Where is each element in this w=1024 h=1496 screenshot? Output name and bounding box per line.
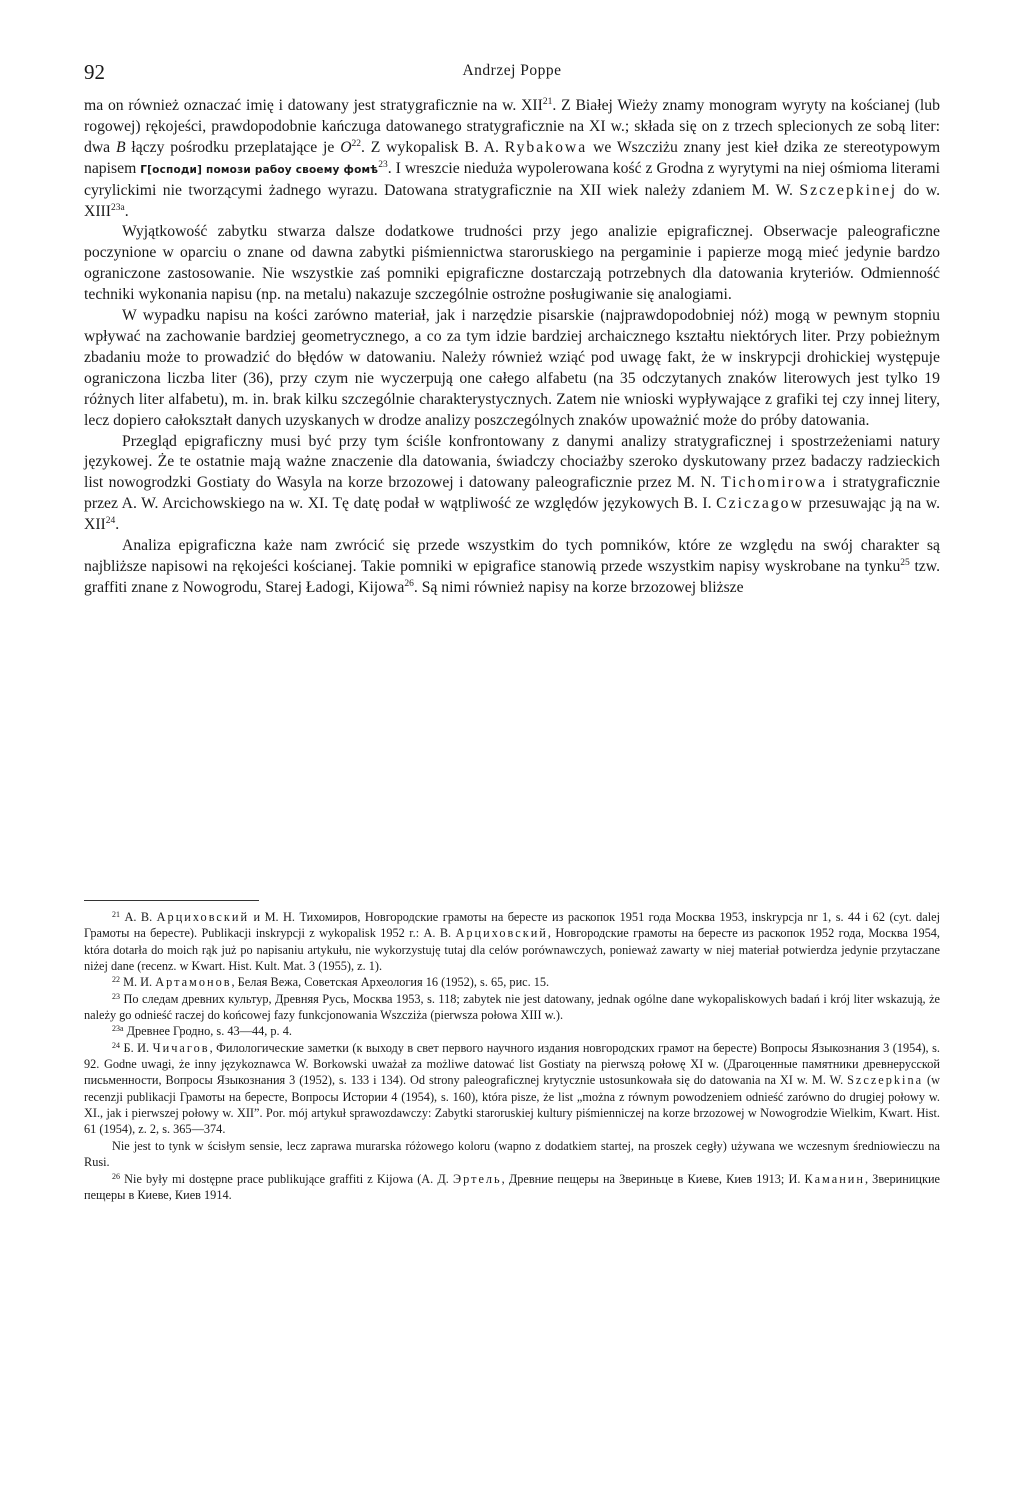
footnote-ref-22[interactable]: 22 [351, 138, 362, 149]
footnote-24: $^{24}$ Б. И. Чичагов, Филологические заметки (к выходу в свет первого научного издания новгородских грамот на бересте) Вопросы Языкознания 3 (1954), s. 92. Godne uwagi, że inny językoznawca W. Borkowski uważał za możliwe datować list Gostiaty na pierwszą połowę XI w. (Драгоценные памятники древнерусской письменности, Вопросы Языкознания 3 (1952), s. 133 i 134). Od strony paleograficznej krytycznie ustosunkowała się do datowania na XI w. M. W. Szczepkina (w recenzji publikacji Грамоты на бересте, Вопросы Истории 4 (1954), s. 160), która pisze, że list „można z równym powodzeniem odnieść zarówno do drugiej połowy w. XI., jak i pierwszej połowy w. XII”. Por. mój artykuł sprawozdawczy: Zabytki staroruskiej kultury piśmienniczej na korze brzozowej w Nowogrodzie Wielkim, Kwart. Hist. 61 (1954), z. 2, s. 365—374. [84, 1040, 941, 1137]
footnote-26: $^{26}$ Nie były mi dostępne prace publikujące graffiti z Kijowa (А. Д. Эртель, Древние пещеры на Звериньце в Киеве, Киев 1913; И. Каманин, Звериницкие пещеры в Киеве, Киев 1914. [84, 1171, 940, 1202]
author-name: Cziczagow [716, 495, 804, 513]
footnote-22: $^{22}$ М. И. Артамонов, Белая Вежа, Советская Археология 16 (1952), s. 65, рис. 15. [112, 975, 550, 990]
footnote-ref-25[interactable]: 25 [900, 557, 910, 568]
author-name: Szczepkinej [799, 181, 898, 199]
footnote-ref-23a[interactable]: 23a [111, 202, 125, 213]
paragraph-2: Wyjątkowość zabytku stwarza dalsze dodatkowe trudności przy jego analizie epigraficznej. Obserwacje paleograficzne poczynione w oparciu o znane od dawna zabytki piśmiennictwa staroruskiego na pergaminie i papierze mogą mieć jedynie bardzo ograniczone zastosowanie. Nie wszystkie zaś pomniki epigraficzne dostarczają potrzebnych dla datowania kryteriów. Odmienność techniki wykonania napisu (np. na metalu) nakazuje szczególnie ostrożne posługiwanie się analogiami. [84, 223, 940, 304]
paragraph-5: Analiza epigraficzna każe nam zwrócić się przede wszystkim do tych pomników, które ze względu na swój charakter są najbliższe napisowi na rękojeści kościanej. Takie pomniki w epigrafice stanowią przede wszystkim napisy wyskrobane na tynku$^{25}$ tzw. graffiti znane z Nowogrodu, Starej Ładogi, Kijowa$^{26}$. Są nimi również napisy na korze brzozowej bliższe [84, 537, 941, 596]
footnote-ref-26[interactable]: 26 [404, 578, 414, 589]
author-name: Rybakowa [504, 138, 588, 156]
footnote-ref-24[interactable]: 24 [105, 516, 116, 527]
footnote-ref-23[interactable]: 23 [378, 159, 388, 170]
page-header [84, 60, 940, 86]
paragraph-4: Przegląd epigraficzny musi być przy tym ściśle konfrontowany z danymi analizy stratygraficznej i spostrzeżeniami natury językowej. Że te ostatnie mają ważne znaczenie dla datowania, świadczy chociażby szeroko dyskutowany przez badaczy radzieckich list nowogrodzki Gostiaty do Wasyla na korze brzozowej i datowany paleograficznie przez M. N. Tichomirowa i stratygraficznie przez A. W. Arcichowskiego na w. XI. Tę datę podał w wątpliwość ze względów językowych B. I. Cziczagow przesuwając ją na w. XII$^{24}$. [84, 432, 941, 534]
footnotes [84, 909, 940, 1203]
footnote-21: $^{21}$ А. В. Арциховский и М. Н. Тихомиров, Новгородские грамоты на бересте из раскопок 1951 года Москва 1953, inskrypcja nr 1, s. 44 i 62 (cyt. dalej Грамоты на бересте). Publikacji inskrypcji z wykopalisk 1952 r.: А. В. Арциховский, Новгородские грамоты на бересте из раскопок 1952 года, Москва 1954, która dotarła do moich rąk już po napisaniu artykułu, nie wykorzystuję tutaj dla celów porównawczych, ponieważ zawarty w niej materiał potwierdza jedynie przytaczane niżej dane (recenz. w Kwart. Hist. Kult. Mat. 3 (1955), z. 1). [84, 910, 941, 974]
paragraph-3: W wypadku napisu na kości zarówno materiał, jak i narzędzie pisarskie (najprawdopodobniej nóż) mogą w pewnym stopniu wpływać na zachowanie bardziej geometrycznego, a co za tym idzie bardziej archaicznego kształtu niektórych liter. Przy pobieżnym zbadaniu może to prowadzić do błędów w datowaniu. Należy również wziąć pod uwagę fakt, że w inskrypcji drohickiej występuje ograniczona liczba liter (36), przy czym nie wyczerpują one całego alfabetu (na 35 odczytanych znaków literowych jest tylko 19 różnych liter alfabetu), m. in. brak kilku szczególnie charakterystycznych. Zatem nie wnioski wypływające z grafiki tej czy innej litery, lecz dopiero całokształt danych uzyskanych w drodze analizy poszczególnych znaków upoważnić może do próby datowania. [84, 307, 940, 429]
body-text [84, 96, 940, 599]
author-name: Tichomirowa [721, 474, 828, 492]
running-head: Andrzej Poppe [462, 62, 562, 79]
cyrillic-inscription: Г[осподи] помози рабоу своему фомѣ [140, 163, 379, 176]
footnote-separator [84, 900, 259, 901]
footnote-23a: $^{23a}$ Древнее Гродно, s. 43—44, p. 4. [112, 1024, 292, 1039]
footnote-25: Nie jest to tynk w ścisłym sensie, lecz zaprawa murarska różowego koloru (wapno z dodatkiem startej, na proszek cegły) używana we wczesnym średniowieczu na Rusi. [84, 1138, 940, 1170]
footnote-23: $^{23}$ По следам древних культур, Древняя Русь, Москва 1953, s. 118; zabytek nie jest datowany, jednak ogólne dane wykopaliskowych badań i krój liter wskazują, że należy go odnieść raczej do końcowej fazy funkcjonowania Wszcziża (pierwsza połowa XIII w.). [84, 991, 940, 1023]
paragraph-1: ma on również oznaczać imię i datowany jest stratygraficznie na w. XII$^{21}$. Z Białej Wieży znamy monogram wyryty na kościanej (lub rogowej) rękojeści, prawdopodobnie kańczuga datowanego stratygraficznie na XI w.; składa się on z trzech splecionych ze sobą liter: dwa B łączy pośrodku przeplatające je $O^{22}$. Z wykopalisk B. A. Rybakowa we Wszcziżu znany jest kieł dzika ze stereotypowym napisem Г[осподи] помози рабоу своему фомѣ$^{23}$. I wreszcie nieduża wypolerowana kość z Grodna z wyrytymi na niej ośmioma literami cyrylickimi nie tworzącymi żadnego wyrazu. Datowana stratygraficznie na XII wiek należy zdaniem M. W. Szczepkinej do w. $XIII^{23a}$. [84, 97, 941, 220]
footnote-ref-21[interactable]: 21 [542, 97, 553, 107]
page-number: 92 [84, 60, 105, 84]
